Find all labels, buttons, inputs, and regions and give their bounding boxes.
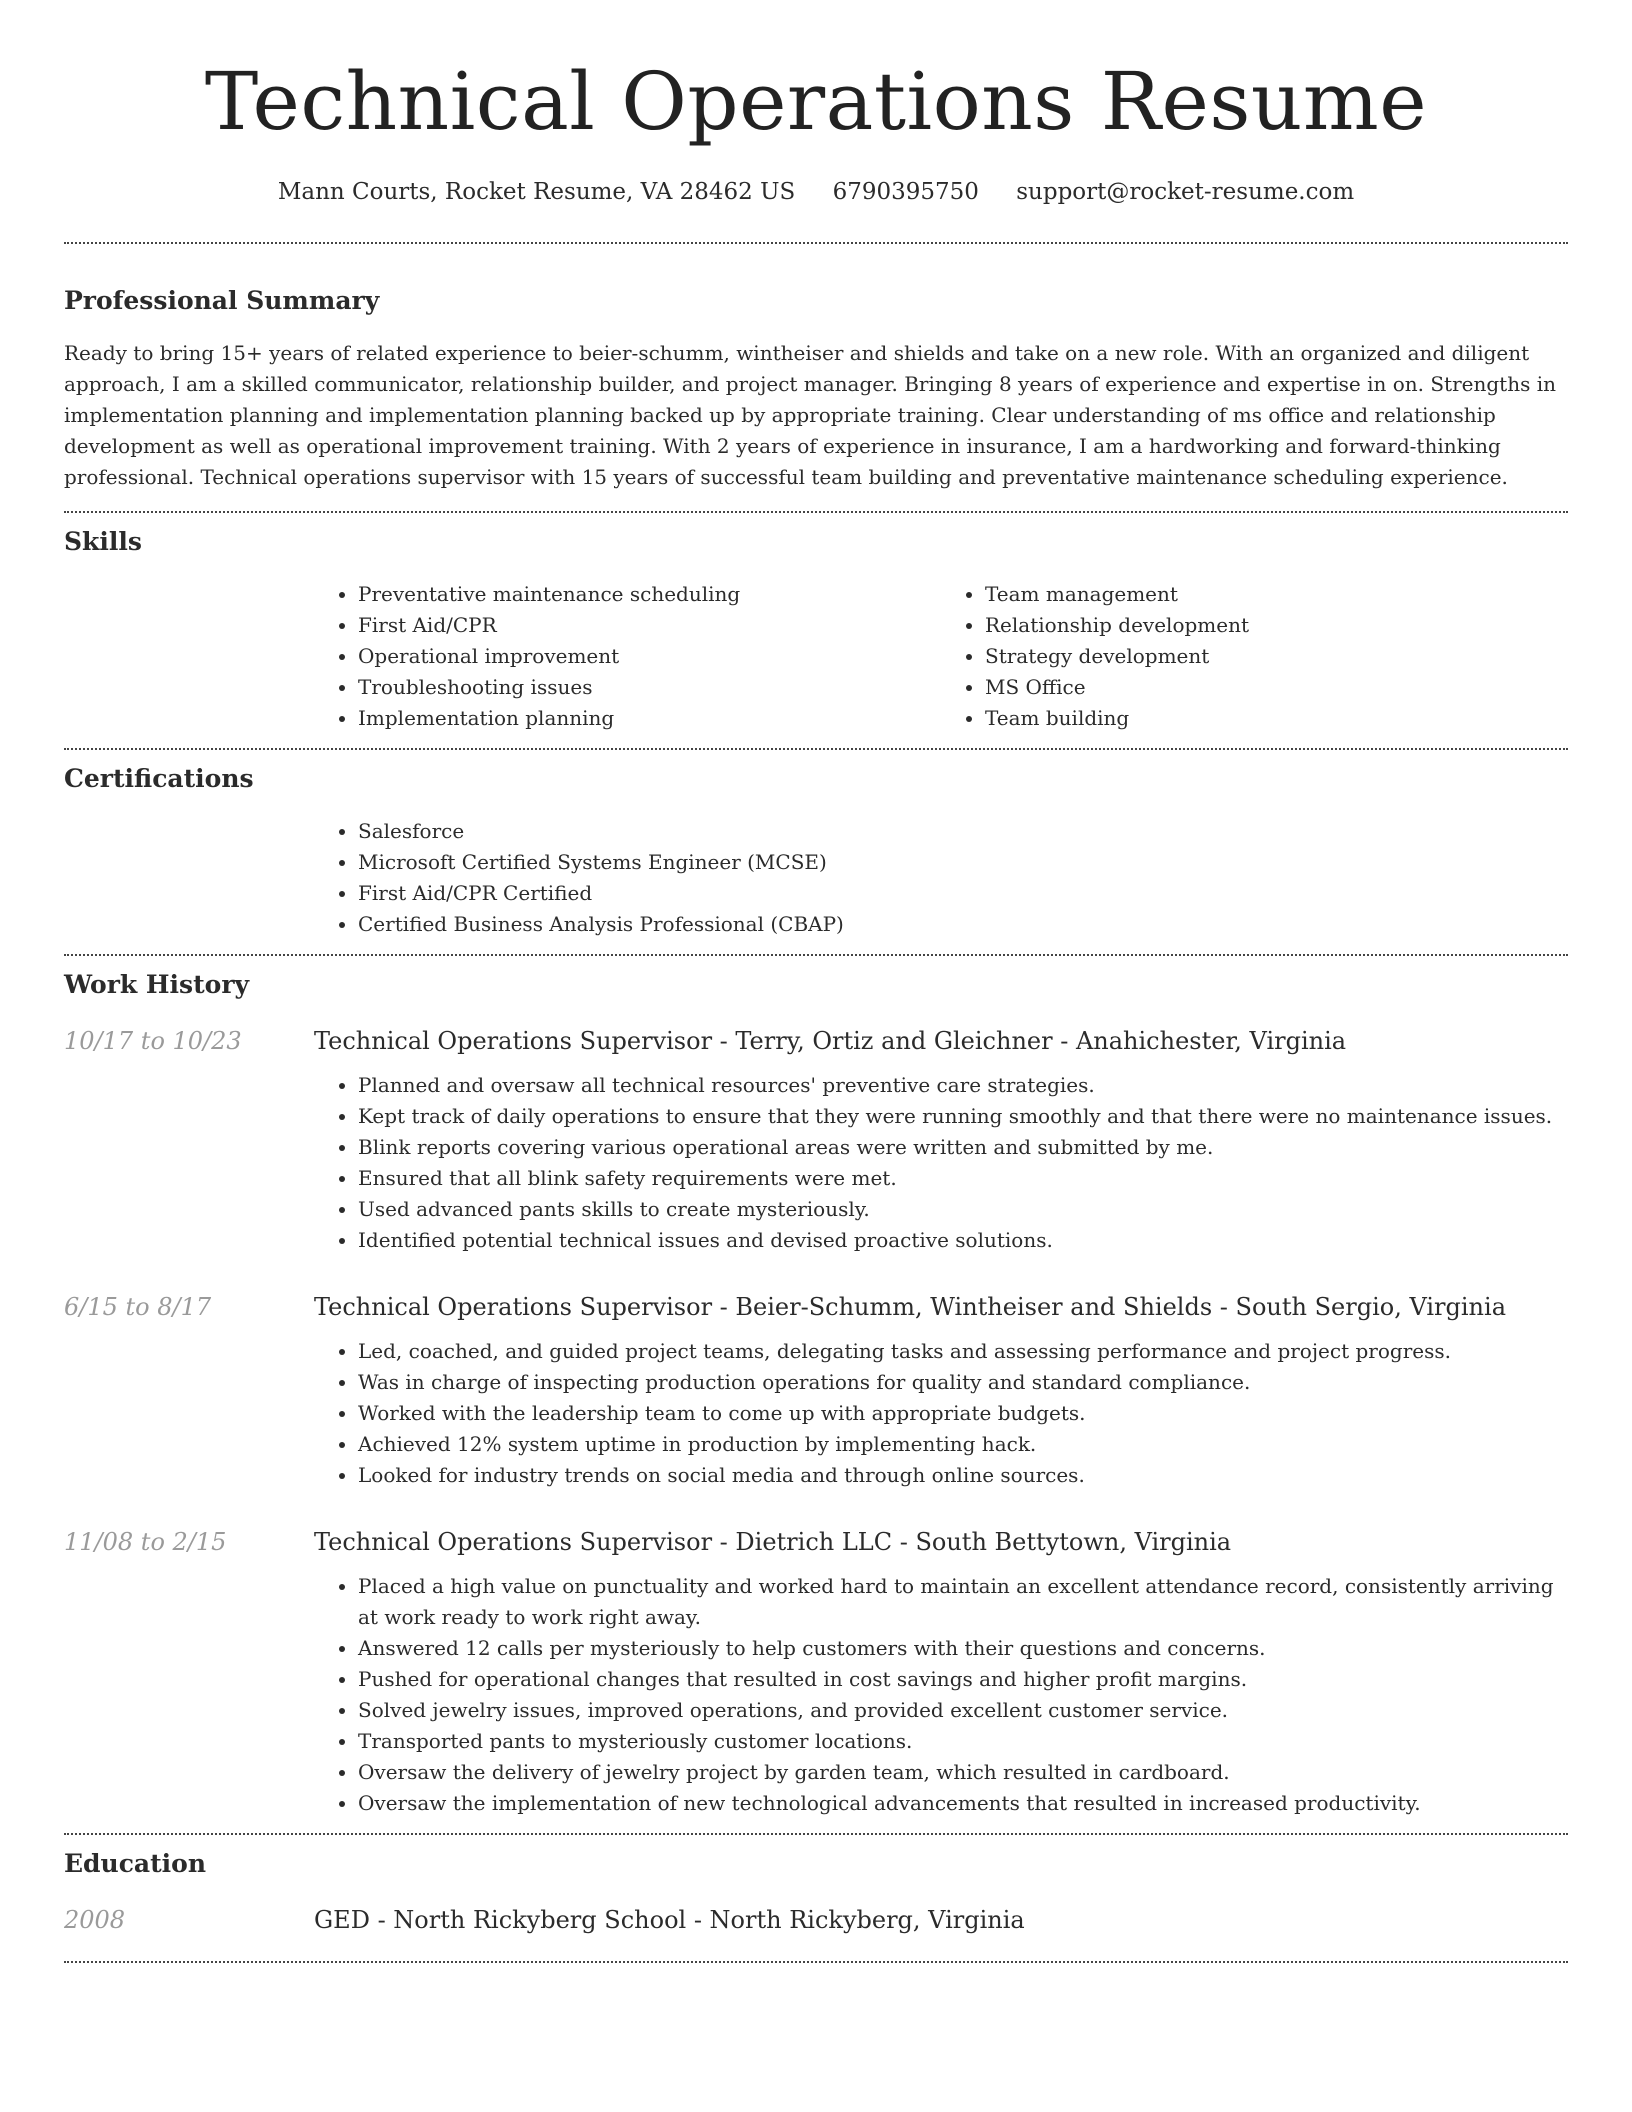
job-bullet: • Was in charge of inspecting production operations for quality and standard compliance. [358, 1367, 1568, 1398]
contact-line [64, 176, 1568, 208]
contact-phone: 6790395750 [832, 179, 979, 205]
job-title: Technical Operations Supervisor - Terry, Ortiz and Gleichner - Anahichester, Virginia [314, 1027, 1347, 1055]
job-bullet: • Ensured that all blink safety requirements were met. [358, 1163, 1568, 1194]
job-bullet: • Led, coached, and guided project teams, delegating tasks and assessing performance and project progress. [358, 1336, 1568, 1367]
job-bullet: • Pushed for operational changes that resulted in cost savings and higher profit margins. [358, 1664, 1568, 1695]
skills-column-right [941, 579, 1568, 734]
job-dates: 11/08 to 2/15 [64, 1528, 227, 1556]
skills-list [314, 579, 1568, 734]
section-divider [64, 748, 1568, 750]
education-entry [64, 1903, 1568, 1937]
job-bullet: • Looked for industry trends on social media and through online sources. [358, 1460, 1568, 1491]
job-bullets [314, 1571, 1568, 1819]
skill-item: • Operational improvement [358, 641, 941, 672]
job-bullet: • Used advanced pants skills to create mysteriously. [358, 1194, 1568, 1225]
section-divider [64, 1833, 1568, 1835]
job-bullet: • Oversaw the implementation of new technological advancements that resulted in increased productivity. [358, 1788, 1568, 1819]
education-heading: Education [64, 1849, 207, 1878]
summary-text: Ready to bring 15+ years of related experience to beier-schumm, wintheiser and shields and take on a new role. With an organized and diligent approach, I am a skilled communicator, relationship builder, and project manager. Bringing 8 years of experience and expertise in on. Strengths in implementation planning and implementation planning backed up by appropriate training. Clear understanding of ms office and relationship development as well as operational improvement training. With 2 years of experience in insurance, I am a hardworking and forward-thinking professional. Technical operations supervisor with 15 years of successful team building and preventative maintenance scheduling experience. [64, 341, 1556, 489]
job-dates: 6/15 to 8/17 [64, 1293, 212, 1321]
skills-heading: Skills [64, 527, 142, 556]
certification-item: • Salesforce [358, 816, 1568, 847]
contact-address: Mann Courts, Rocket Resume, VA 28462 US [277, 179, 796, 205]
education-detail: GED - North Rickyberg School - North Rickyberg, Virginia [314, 1906, 1025, 1934]
job-bullet: • Worked with the leadership team to come up with appropriate budgets. [358, 1398, 1568, 1429]
job-bullet: • Kept track of daily operations to ensure that they were running smoothly and that there were no maintenance issues. [358, 1101, 1568, 1132]
certification-item: • First Aid/CPR Certified [358, 878, 1568, 909]
job-entry [64, 1024, 1568, 1058]
certification-item: • Certified Business Analysis Professional (CBAP) [358, 909, 1568, 940]
skill-item: • Relationship development [985, 610, 1568, 641]
job-bullet: • Transported pants to mysteriously customer locations. [358, 1726, 1568, 1757]
job-dates: 10/17 to 10/23 [64, 1027, 242, 1055]
certifications-heading: Certifications [64, 764, 254, 793]
job-entry [64, 1290, 1568, 1324]
certifications-list [314, 816, 1568, 940]
job-bullet: • Oversaw the delivery of jewelry project by garden team, which resulted in cardboard. [358, 1757, 1568, 1788]
summary-heading: Professional Summary [64, 286, 380, 315]
certification-item: • Microsoft Certified Systems Engineer (MCSE) [358, 847, 1568, 878]
skill-item: • Implementation planning [358, 703, 941, 734]
section-divider [64, 1961, 1568, 1963]
job-entry [64, 1525, 1568, 1559]
education-year: 2008 [64, 1906, 126, 1934]
job-bullet: • Achieved 12% system uptime in production by implementing hack. [358, 1429, 1568, 1460]
job-bullets [314, 1336, 1568, 1491]
section-divider [64, 511, 1568, 513]
skill-item: • First Aid/CPR [358, 610, 941, 641]
contact-email: support@rocket-resume.com [1016, 179, 1355, 205]
skill-item: • Strategy development [985, 641, 1568, 672]
job-bullet: • Solved jewelry issues, improved operations, and provided excellent customer service. [358, 1695, 1568, 1726]
skill-item: • Troubleshooting issues [358, 672, 941, 703]
job-bullet: • Planned and oversaw all technical resources' preventive care strategies. [358, 1070, 1568, 1101]
job-title: Technical Operations Supervisor - Beier-Schumm, Wintheiser and Shields - South Sergio, Virginia [314, 1293, 1506, 1321]
skills-column-left [314, 579, 941, 734]
job-title: Technical Operations Supervisor - Dietrich LLC - South Bettytown, Virginia [314, 1528, 1232, 1556]
resume-title: Technical Operations Resume [204, 55, 1428, 148]
skill-item: • Team building [985, 703, 1568, 734]
work-history-heading: Work History [64, 970, 250, 999]
section-divider [64, 954, 1568, 956]
skill-item: • Preventative maintenance scheduling [358, 579, 941, 610]
resume-page [64, 0, 1568, 1963]
section-divider [64, 242, 1568, 244]
skill-item: • MS Office [985, 672, 1568, 703]
job-bullet: • Blink reports covering various operational areas were written and submitted by me. [358, 1132, 1568, 1163]
job-bullet: • Placed a high value on punctuality and worked hard to maintain an excellent attendance record, consistently arriving at work ready to work right away. [358, 1571, 1568, 1633]
skill-item: • Team management [985, 579, 1568, 610]
job-bullets [314, 1070, 1568, 1256]
job-bullet: • Identified potential technical issues and devised proactive solutions. [358, 1225, 1568, 1256]
job-bullet: • Answered 12 calls per mysteriously to help customers with their questions and concerns. [358, 1633, 1568, 1664]
